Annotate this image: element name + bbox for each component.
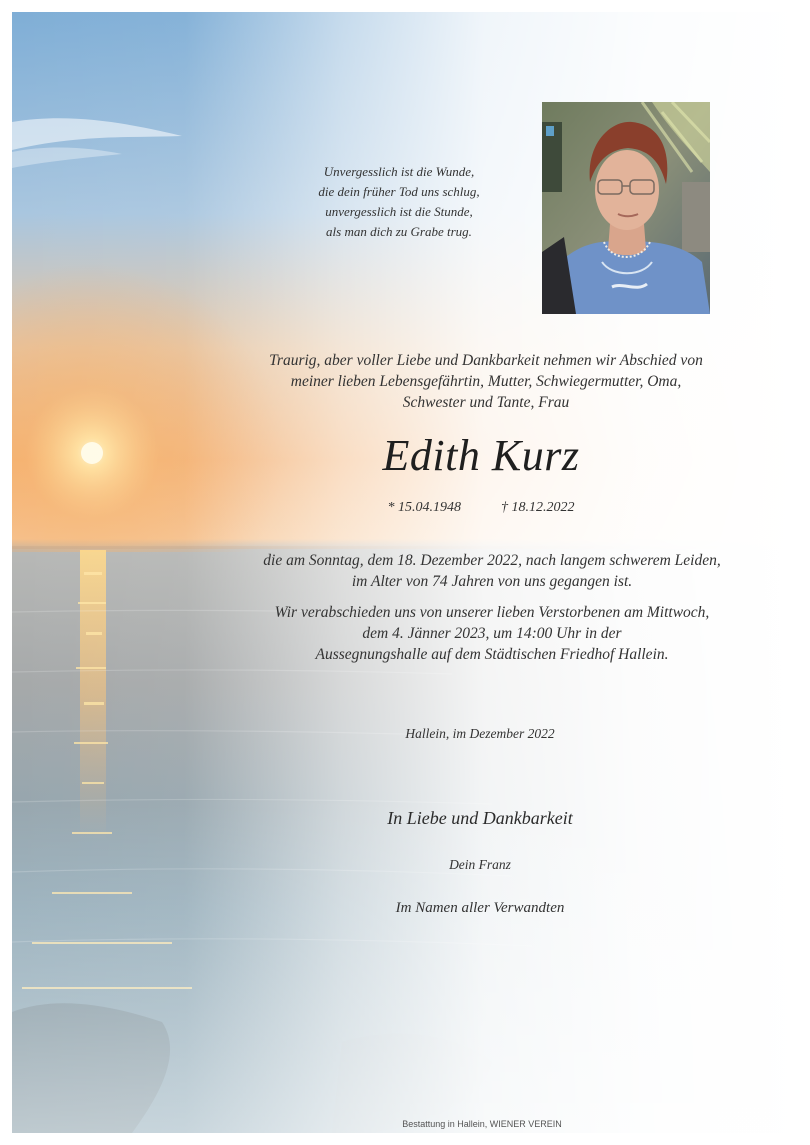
deceased-name: Edith Kurz bbox=[382, 431, 580, 480]
service-line: Wir verabschieden uns von unserer lieben Verstorbenen am Mittwoch, bbox=[274, 604, 710, 621]
closing-relatives: Im Namen aller Verwandten bbox=[395, 900, 565, 916]
death-date: † 18.12.2022 bbox=[501, 500, 575, 515]
birth-date: * 15.04.1948 bbox=[387, 500, 461, 515]
memorial-poem bbox=[274, 162, 524, 242]
obituary-card bbox=[12, 12, 798, 1133]
poem-line: die dein früher Tod uns schlug, bbox=[318, 184, 480, 199]
poem-line: Unvergesslich ist die Wunde, bbox=[323, 164, 475, 179]
intro-text bbox=[226, 350, 746, 413]
place-and-date: Hallein, im Dezember 2022 bbox=[405, 726, 555, 741]
intro-line: Schwester und Tante, Frau bbox=[402, 394, 570, 411]
life-dates bbox=[326, 498, 636, 518]
death-notice-line: die am Sonntag, dem 18. Dezember 2022, nach langem schwerem Leiden, bbox=[263, 552, 721, 569]
poem-line: als man dich zu Grabe trug. bbox=[326, 224, 472, 239]
funeral-home-footer: Bestattung in Hallein, WIENER VEREIN bbox=[402, 1119, 562, 1129]
funeral-service-info bbox=[192, 602, 792, 665]
death-notice bbox=[192, 550, 792, 592]
poem-line: unvergesslich ist die Stunde, bbox=[325, 204, 473, 219]
service-line: Aussegnungshalle auf dem Städtischen Friedhof Hallein. bbox=[315, 646, 669, 663]
closing-franz: Dein Franz bbox=[449, 857, 511, 872]
portrait-photo bbox=[542, 102, 710, 314]
intro-line: meiner lieben Lebensgefährtin, Mutter, Schwiegermutter, Oma, bbox=[290, 373, 682, 390]
closing-love: In Liebe und Dankbarkeit bbox=[387, 808, 573, 828]
death-notice-line: im Alter von 74 Jahren von uns gegangen ist. bbox=[351, 573, 633, 590]
service-line: dem 4. Jänner 2023, um 14:00 Uhr in der bbox=[362, 625, 622, 642]
intro-line: Traurig, aber voller Liebe und Dankbarkeit nehmen wir Abschied von bbox=[269, 352, 703, 369]
